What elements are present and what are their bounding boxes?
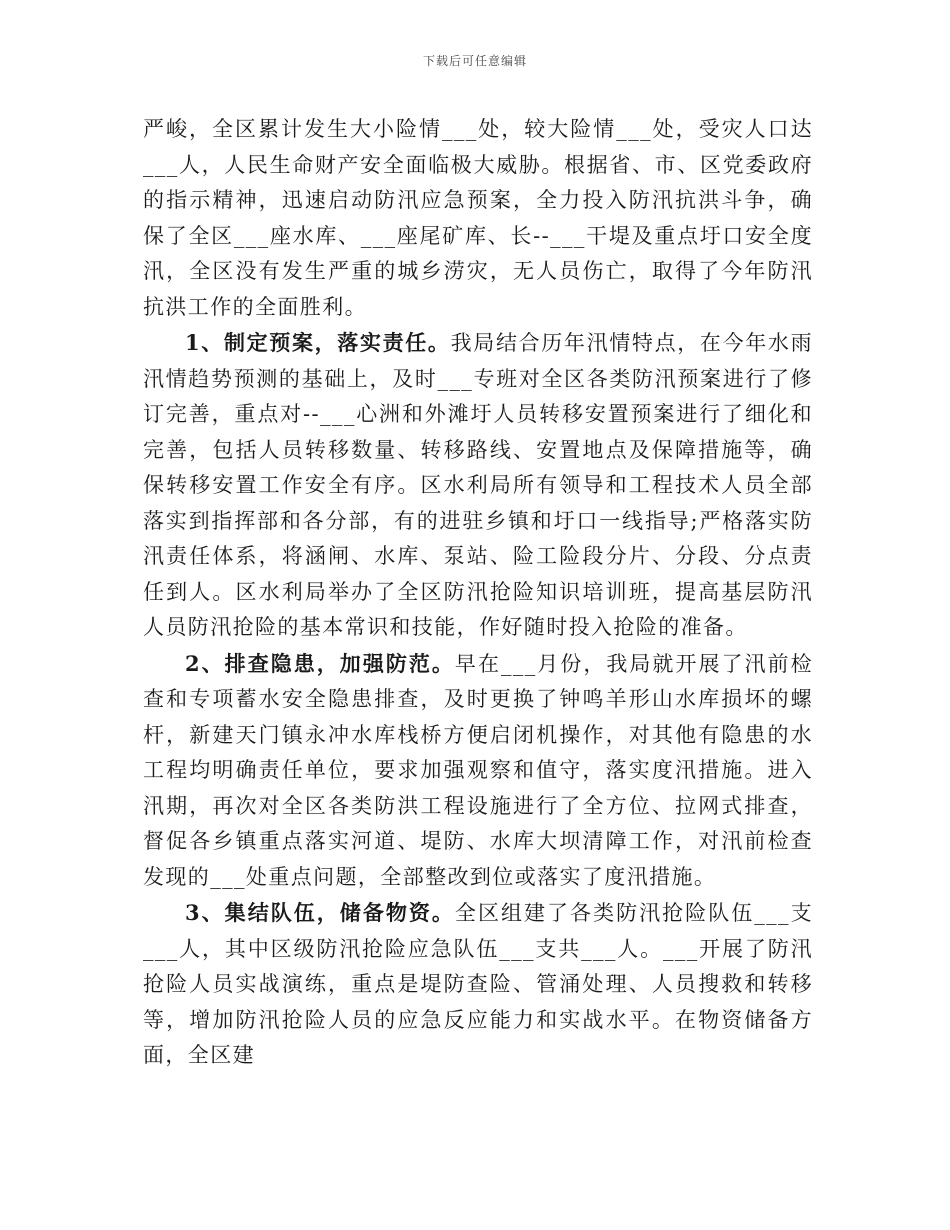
paragraph-text: 全区组建了各类防汛抢险队伍___支___人，其中区级防汛抢险应急队伍___支共___人。___开展了防汛抢险人员实战演练，重点是堤防查险、管涌处理、人员搜救和转移等，增加防汛抢险人员的应急反应能力和实战水平。在物资储备方面，全区建 — [143, 901, 813, 1067]
paragraph-section-3 — [143, 895, 813, 1074]
section-heading: 1、制定预案，落实责任。 — [185, 330, 451, 355]
paragraph-text: 我局结合历年汛情特点，在今年水雨汛情趋势预测的基础上，及时___专班对全区各类防汛预案进行了修订完善，重点对--___心洲和外滩圩人员转移安置预案进行了细化和完善，包括人员转移数量、转移路线、安置地点及保障措施等，确保转移安置工作安全有序。区水利局所有领导和工程技术人员全部落实到指挥部和各分部，有的进驻乡镇和圩口一线指导;严格落实防汛责任体系，将涵闸、水库、泵站、险工险段分片、分段、分点责任到人。区水利局举办了全区防汛抢险知识培训班，提高基层防汛人员防汛抢险的基本常识和技能，作好随时投入抢险的准备。 — [143, 331, 813, 639]
paragraph-continuation — [143, 112, 813, 325]
paragraph-text: 早在___月份，我局就开展了汛前检查和专项蓄水安全隐患排查，及时更换了钟鸣羊形山水库损坏的螺杆，新建天门镇永冲水库栈桥方便启闭机操作，对其他有隐患的水工程均明确责任单位，要求加强观察和值守，落实度汛措施。进入汛期，再次对全区各类防洪工程设施进行了全方位、拉网式排查，督促各乡镇重点落实河道、堤防、水库大坝清障工作，对汛前检查发现的___处重点问题，全部整改到位或落实了度汛措施。 — [143, 651, 813, 889]
document-body — [143, 112, 813, 1074]
section-heading: 2、排查隐患，加强防范。 — [185, 650, 455, 676]
page-header: 下载后可任意编辑 — [422, 54, 527, 68]
section-heading: 3、集结队伍，储备物资。 — [185, 900, 455, 925]
paragraph-section-2 — [143, 646, 813, 896]
paragraph-text: 严峻，全区累计发生大小险情___处，较大险情___处，受灾人口达___人，人民生命财产安全面临极大威胁。根据省、市、区党委政府的指示精神，迅速启动防汛应急预案，全力投入防汛抗洪斗争，确保了全区___座水库、___座尾矿库、长--___干堤及重点圩口安全度汛，全区没有发生严重的城乡涝灾，无人员伤亡，取得了今年防汛抗洪工作的全面胜利。 — [143, 117, 813, 319]
paragraph-section-1 — [143, 325, 813, 646]
